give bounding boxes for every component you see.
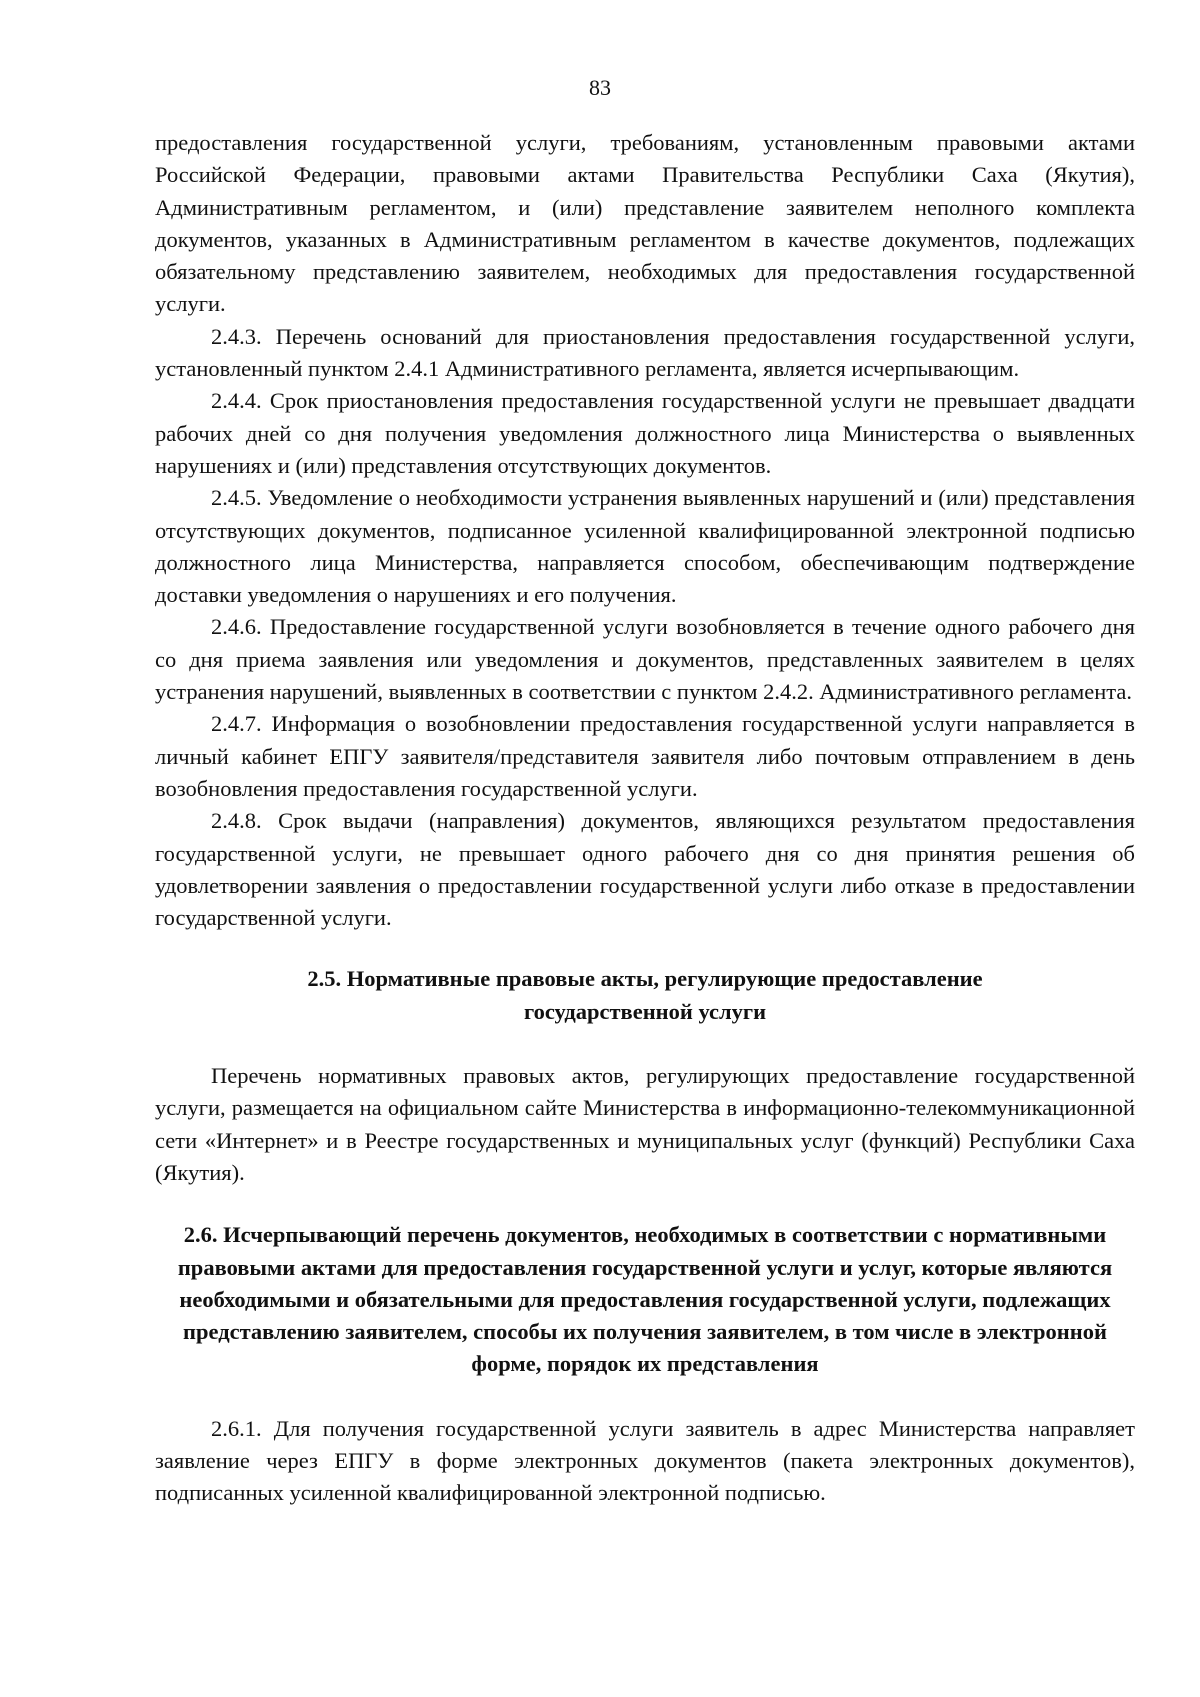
paragraph-2-4-5: 2.4.5. Уведомление о необходимости устранения выявленных нарушений и (или) представления отсутствующих документов, подписанное усиленной квалифицированной электронной подписью должностного лица Министерства, направляется способом, обеспечивающим подтверждение доставки уведомления о нарушениях и его получения.	[155, 485, 1135, 608]
paragraph-2-4-6: 2.4.6. Предоставление государственной услуги возобновляется в течение одного рабочего дня со дня приема заявления или уведомления и документов, представленных заявителем в целях устранения нарушений, выявленных в соответствии с пунктом 2.4.2. Административного регламента.	[155, 614, 1135, 705]
paragraph-continuation: предоставления государственной услуги, требованиям, установленным правовыми актами Российской Федерации, правовыми актами Правительства Республики Саха (Якутия), Административным регламентом, и (или) представление заявителем неполного комплекта документов, указанных в Административным регламентом в качестве документов, подлежащих обязательному представлению заявителем, необходимых для предоставления государственной услуги.	[155, 130, 1135, 317]
paragraph-2-5: Перечень нормативных правовых актов, регулирующих предоставление государственной услуги, размещается на официальном сайте Министерства в информационно-телекоммуникационной сети «Интернет» и в Реестре государственных и муниципальных услуг (функций) Республики Саха (Якутия).	[155, 1063, 1135, 1185]
section-heading-2-5: 2.5. Нормативные правовые акты, регулирующие предоставление государственной услуги	[307, 966, 983, 1024]
paragraph-2-6-1: 2.6.1. Для получения государственной услуги заявитель в адрес Министерства направляет заявление через ЕПГУ в форме электронных документов (пакета электронных документов), подписанных усиленной квалифицированной электронной подписью.	[155, 1415, 1135, 1506]
paragraph-2-4-3: 2.4.3. Перечень оснований для приостановления предоставления государственной услуги, установленный пунктом 2.4.1 Административного регламента, является исчерпывающим.	[155, 323, 1135, 382]
section-heading-2-6: 2.6. Исчерпывающий перечень документов, необходимых в соответствии с нормативными правовыми актами для предоставления государственной услуги и услуг, которые являются необходимыми и обязательными для предоставления государственной услуги, подлежащих представлению заявителем, способы их получения заявителем, в том числе в электронной форме, порядок их представления	[177, 1222, 1113, 1377]
document-body	[155, 127, 1135, 1510]
page-number: 83	[589, 75, 611, 100]
paragraph-2-4-4: 2.4.4. Срок приостановления предоставления государственной услуги не превышает двадцати рабочих дней со дня получения уведомления должностного лица Министерства о выявленных нарушениях и (или) представления отсутствующих документов.	[155, 388, 1135, 478]
paragraph-2-4-7: 2.4.7. Информация о возобновлении предоставления государственной услуги направляется в личный кабинет ЕПГУ заявителя/представителя заявителя либо почтовым отправлением в день возобновления предоставления государственной услуги.	[155, 711, 1135, 801]
paragraph-2-4-8: 2.4.8. Срок выдачи (направления) документов, являющихся результатом предоставления государственной услуги, не превышает одного рабочего дня со дня принятия решения об удовлетворении заявления о предоставлении государственной услуги либо отказе в предоставлении государственной услуги.	[155, 808, 1135, 931]
